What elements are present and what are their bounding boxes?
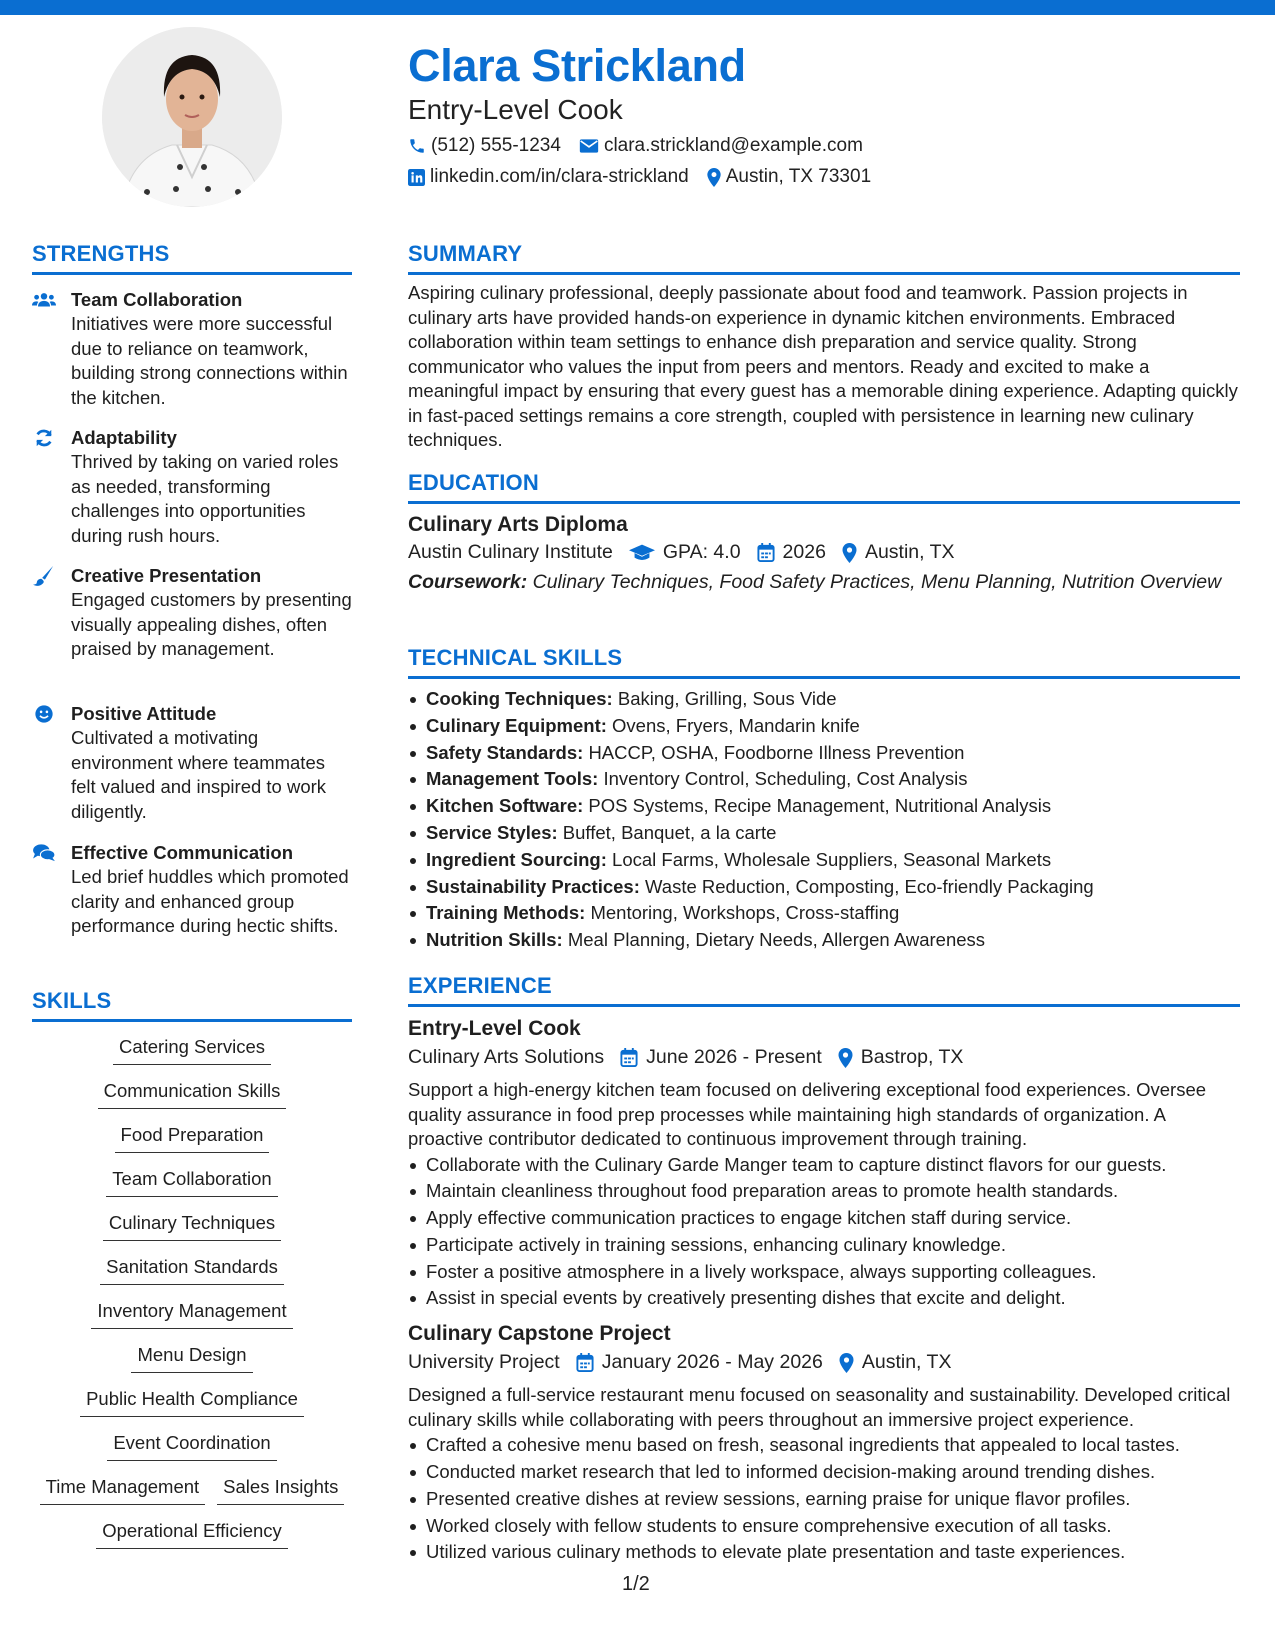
list-item: Service Styles: Buffet, Banquet, a la carte	[408, 820, 1240, 847]
skill-tag: Event Coordination	[107, 1431, 276, 1461]
graduation-cap-icon	[629, 544, 655, 562]
job-location-item	[838, 1046, 964, 1069]
calendar-icon	[576, 1353, 594, 1372]
smile-icon	[32, 704, 56, 724]
list-item: Maintain cleanliness throughout food preparation areas to promote health standards.	[408, 1178, 1240, 1205]
strength-title: Effective Communication	[71, 842, 294, 863]
skill-tag: Time Management	[40, 1475, 206, 1505]
strength-desc: Thrived by taking on varied roles as needed, transforming challenges into opportunities during rush hours.	[71, 451, 339, 546]
top-accent-bar	[0, 0, 1275, 15]
profile-photo	[102, 27, 282, 207]
list-item: Kitchen Software: POS Systems, Recipe Management, Nutritional Analysis	[408, 793, 1240, 820]
list-item: Participate actively in training sessions, enhancing culinary knowledge.	[408, 1232, 1240, 1259]
technical-skills-section	[408, 645, 1240, 954]
map-pin-icon	[838, 1048, 853, 1068]
skill-tag: Sales Insights	[217, 1475, 344, 1505]
phone-text: (512) 555-1234	[431, 135, 561, 156]
education-section	[408, 470, 1240, 595]
summary-text: Aspiring culinary professional, deeply passionate about food and teamwork. Passion projects in culinary arts have provided hands-on experience in dynamic kitchen environments. Embraced collaboration within team settings to enhance dish preparation and service quality. Strong communicator who values the input from peers and mentors. Ready and excited to make a meaningful impact by ensuring that every guest has a memorable dining experience. Adapting quickly in fast-paced settings remains a core strength, coupled with persistence in learning new culinary techniques.	[408, 282, 1238, 450]
strength-item	[32, 288, 352, 410]
list-item: Ingredient Sourcing: Local Farms, Wholesale Suppliers, Seasonal Markets	[408, 847, 1240, 874]
job-title: Entry-Level Cook	[408, 1017, 581, 1040]
technical-skills-heading: TECHNICAL SKILLS	[408, 645, 1240, 679]
dates-text: January 2026 - May 2026	[601, 1351, 823, 1374]
year-text: 2026	[782, 541, 826, 563]
skill-tag: Communication Skills	[98, 1079, 287, 1109]
comments-icon	[32, 843, 56, 863]
strength-desc: Cultivated a motivating environment where teammates felt valued and inspired to work diligently.	[71, 727, 327, 822]
candidate-name: Clara Strickland	[408, 40, 746, 91]
skills-list	[32, 1035, 352, 1563]
list-item: Presented creative dishes at review sessions, earning praise for unique flavor profiles.	[408, 1486, 1240, 1513]
map-pin-icon	[839, 1353, 854, 1373]
list-item: Apply effective communication practices to engage kitchen staff during service.	[408, 1205, 1240, 1232]
sync-icon	[32, 428, 56, 448]
candidate-title: Entry-Level Cook	[408, 94, 623, 125]
list-item: Collaborate with the Culinary Garde Manger team to capture distinct flavors for our guests.	[408, 1152, 1240, 1179]
dates-item	[576, 1351, 823, 1374]
contact-row-1	[408, 135, 881, 157]
experience-heading: EXPERIENCE	[408, 973, 1240, 1007]
skill-tag: Food Preparation	[115, 1123, 270, 1153]
school-name: Austin Culinary Institute	[408, 541, 613, 563]
gpa-text: GPA: 4.0	[662, 541, 741, 563]
map-pin-icon	[842, 543, 857, 563]
list-item: Culinary Equipment: Ovens, Fryers, Mandarin knife	[408, 713, 1240, 740]
strength-desc: Initiatives were more successful due to reliance on teamwork, building strong connections within the kitchen.	[71, 313, 348, 408]
skill-tag: Catering Services	[113, 1035, 271, 1065]
gpa-item	[629, 541, 741, 564]
page-number: 1/2	[622, 1573, 650, 1595]
job-bullets	[408, 1432, 1240, 1566]
coursework-text: Culinary Techniques, Food Safety Practices, Menu Planning, Nutrition Overview	[532, 571, 1222, 593]
job-entry	[408, 1322, 1240, 1566]
strength-title: Creative Presentation	[71, 565, 262, 586]
job-summary: Designed a full-service restaurant menu focused on seasonality and sustainability. Developed critical culinary skills while collaborating with peers throughout an immersive project experience.	[408, 1384, 1231, 1430]
skill-tag: Team Collaboration	[106, 1167, 277, 1197]
job-bullets	[408, 1152, 1240, 1313]
list-item: Worked closely with fellow students to ensure comprehensive execution of all tasks.	[408, 1513, 1240, 1540]
email-text: clara.strickland@example.com	[603, 135, 863, 156]
calendar-icon	[620, 1048, 638, 1067]
list-item: Management Tools: Inventory Control, Scheduling, Cost Analysis	[408, 766, 1240, 793]
summary-heading: SUMMARY	[408, 241, 1240, 275]
list-item: Cooking Techniques: Baking, Grilling, Sous Vide	[408, 686, 1240, 713]
strength-item	[32, 841, 352, 939]
skill-tag: Sanitation Standards	[100, 1255, 284, 1285]
strength-item	[32, 702, 352, 824]
edu-location-text: Austin, TX	[864, 541, 955, 563]
strength-desc: Led brief huddles which promoted clarity and enhanced group performance during hectic shifts.	[71, 866, 349, 936]
map-pin-icon	[707, 168, 721, 187]
strength-title: Positive Attitude	[71, 703, 217, 724]
coursework-label: Coursework:	[408, 571, 528, 593]
strength-desc: Engaged customers by presenting visually appealing dishes, often praised by management.	[71, 589, 352, 659]
strengths-heading: STRENGTHS	[32, 241, 352, 275]
strength-item	[32, 426, 352, 548]
list-item: Crafted a cohesive menu based on fresh, seasonal ingredients that appealed to local tastes.	[408, 1432, 1240, 1459]
experience-section	[408, 973, 1240, 1566]
strength-item	[32, 564, 352, 662]
edu-location-item	[842, 541, 955, 564]
job-location-text: Austin, TX	[861, 1351, 952, 1374]
list-item: Safety Standards: HACCP, OSHA, Foodborne Illness Prevention	[408, 740, 1240, 767]
job-meta	[408, 1351, 1240, 1374]
users-icon	[32, 290, 56, 310]
skill-tag: Public Health Compliance	[80, 1387, 304, 1417]
list-item: Nutrition Skills: Meal Planning, Dietary Needs, Allergen Awareness	[408, 927, 1240, 954]
list-item: Assist in special events by creatively presenting dishes that excite and delight.	[408, 1285, 1240, 1312]
email-contact[interactable]	[579, 135, 863, 157]
education-heading: EDUCATION	[408, 470, 1240, 504]
strength-title: Team Collaboration	[71, 289, 243, 310]
skill-tag: Operational Efficiency	[96, 1519, 288, 1549]
job-summary: Support a high-energy kitchen team focused on delivering exceptional food experiences. Oversee quality assurance in food prep processes while maintaining high standards of organization. A proactive contributor dedicated to continuous improvement through training.	[408, 1079, 1207, 1149]
paintbrush-icon	[32, 566, 56, 586]
linkedin-contact[interactable]	[408, 166, 689, 188]
year-item	[757, 541, 826, 564]
skills-heading: SKILLS	[32, 988, 352, 1022]
coursework	[408, 570, 1240, 595]
job-meta	[408, 1046, 1240, 1069]
list-item: Conducted market research that led to informed decision-making around trending dishes.	[408, 1459, 1240, 1486]
list-item: Utilized various culinary methods to elevate plate presentation and taste experiences.	[408, 1539, 1240, 1566]
job-location-item	[839, 1351, 952, 1374]
location-contact	[707, 166, 871, 188]
education-meta	[408, 541, 1240, 564]
skill-tag: Inventory Management	[91, 1299, 292, 1329]
phone-icon	[408, 137, 426, 155]
phone-contact[interactable]	[408, 135, 561, 157]
linkedin-icon	[408, 169, 425, 186]
company-name: Culinary Arts Solutions	[408, 1046, 605, 1068]
skills-section	[32, 988, 352, 1022]
location-text: Austin, TX 73301	[725, 166, 872, 187]
technical-skills-list	[408, 686, 1240, 954]
strength-title: Adaptability	[71, 427, 177, 448]
job-entry	[408, 1017, 1240, 1312]
degree-title: Culinary Arts Diploma	[408, 513, 628, 536]
envelope-icon	[579, 138, 599, 154]
calendar-icon	[757, 543, 775, 562]
skill-tag: Menu Design	[131, 1343, 252, 1373]
list-item: Sustainability Practices: Waste Reduction, Composting, Eco-friendly Packaging	[408, 874, 1240, 901]
dates-text: June 2026 - Present	[646, 1046, 822, 1068]
summary-section	[408, 241, 1240, 453]
list-item: Training Methods: Mentoring, Workshops, Cross-staffing	[408, 900, 1240, 927]
linkedin-text: linkedin.com/in/clara-strickland	[430, 166, 689, 187]
job-title: Culinary Capstone Project	[408, 1322, 671, 1346]
dates-item	[620, 1046, 822, 1069]
job-location-text: Bastrop, TX	[860, 1046, 964, 1068]
company-name: University Project	[408, 1351, 560, 1374]
list-item: Foster a positive atmosphere in a lively workspace, always supporting colleagues.	[408, 1259, 1240, 1286]
strengths-section	[32, 241, 352, 275]
skill-tag: Culinary Techniques	[103, 1211, 281, 1241]
contact-row-2	[408, 166, 889, 188]
